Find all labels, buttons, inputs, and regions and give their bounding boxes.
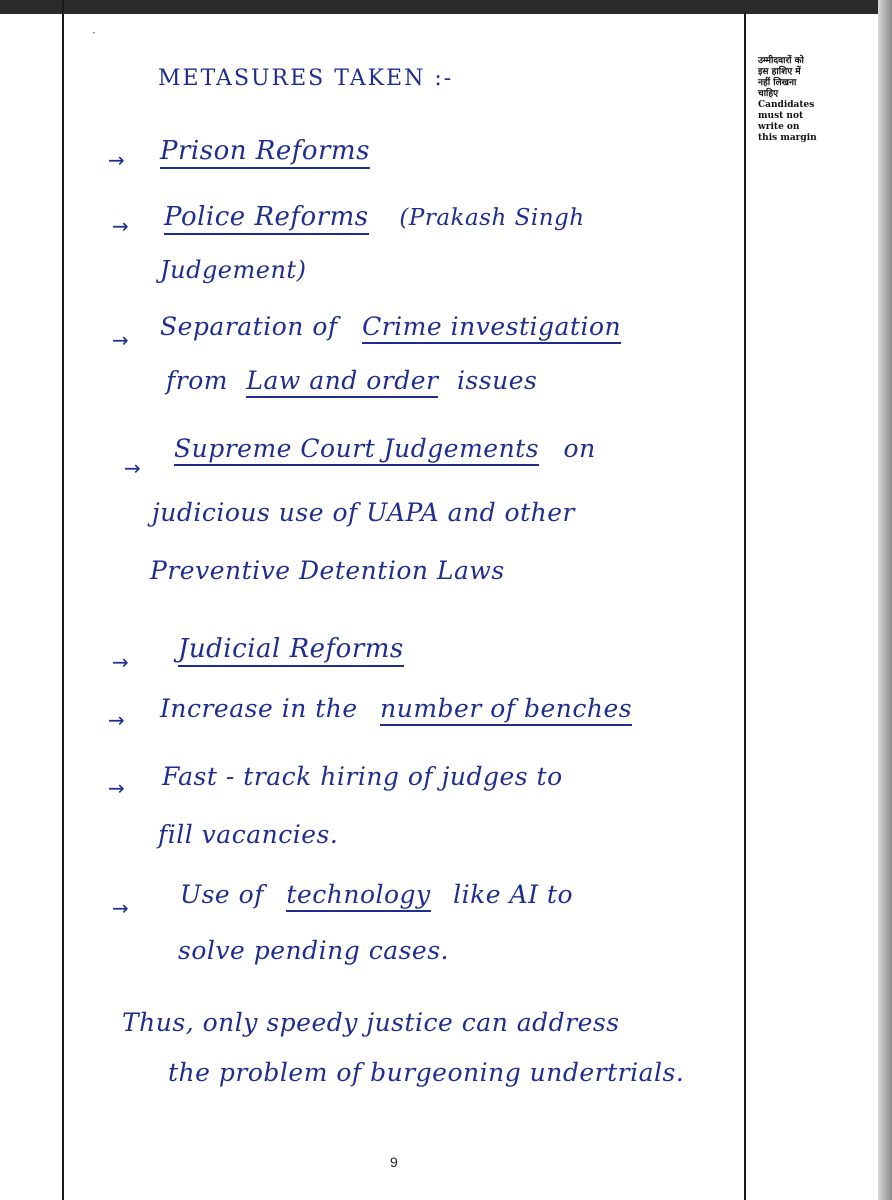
crime-investigation-text: Crime investigation	[362, 312, 621, 344]
scan-right-edge	[878, 0, 892, 1200]
supreme-court-judgements-text: Supreme Court Judgements	[174, 434, 539, 466]
separation-text: Separation of	[160, 312, 338, 341]
issues-text: issues	[456, 366, 538, 395]
police-reforms-note-line2: Judgement)	[160, 256, 307, 284]
page-number: 9	[390, 1154, 398, 1170]
on-text: on	[563, 434, 596, 463]
judicial-reforms-text: Judicial Reforms	[178, 634, 404, 667]
right-margin-rule	[744, 12, 746, 1200]
pen-dot: ·	[92, 26, 96, 40]
margin-instruction	[758, 56, 828, 144]
point-supreme-court-line3: Preventive Detention Laws	[150, 556, 505, 585]
police-reforms-note: (Prakash Singh	[399, 205, 585, 231]
margin-english-line: Candidates	[758, 100, 815, 110]
point-police-reforms	[164, 202, 585, 232]
arrow-icon: →	[112, 328, 129, 352]
arrow-icon: →	[108, 776, 125, 800]
number-of-benches-text: number of benches	[380, 694, 632, 726]
point-supreme-court-line2: judicious use of UAPA and other	[152, 498, 575, 527]
use-of-text: Use of	[180, 880, 264, 909]
scan-top-edge	[0, 0, 892, 14]
arrow-icon: →	[112, 214, 129, 238]
margin-english-line: this margin	[758, 133, 817, 143]
point-technology-line1	[180, 880, 573, 909]
point-prison-reforms	[160, 136, 370, 166]
point-fast-track-line1: Fast - track hiring of judges to	[162, 762, 563, 791]
arrow-icon: →	[108, 708, 125, 732]
technology-text: technology	[286, 880, 430, 912]
conclusion-line1: Thus, only speedy justice can address	[122, 1008, 620, 1037]
police-reforms-text: Police Reforms	[164, 202, 369, 235]
like-ai-text: like AI to	[453, 880, 573, 909]
margin-english-line: write on	[758, 122, 800, 132]
margin-hindi-line: इस हाशिए में	[758, 67, 801, 77]
margin-hindi-line: उम्मीदवारों को	[758, 56, 804, 66]
point-increase-benches	[160, 694, 632, 723]
conclusion-line2: the problem of burgeoning undertrials.	[168, 1058, 685, 1087]
margin-hindi-line: चाहिए	[758, 89, 779, 99]
margin-hindi-line: नहीं लिखना	[758, 78, 797, 88]
prison-reforms-text: Prison Reforms	[160, 136, 370, 169]
point-separation-line2	[166, 366, 537, 395]
point-separation-line1	[160, 312, 621, 341]
arrow-icon: →	[108, 148, 125, 172]
increase-text: Increase in the	[160, 694, 358, 723]
margin-english-line: must not	[758, 111, 804, 121]
point-technology-line2: solve pending cases.	[178, 936, 449, 965]
separation-from-text: from	[166, 366, 228, 395]
point-judicial-reforms	[178, 634, 404, 664]
point-fast-track-line2: fill vacancies.	[158, 820, 339, 849]
left-margin-rule	[62, 0, 64, 1200]
section-heading: METASURES TAKEN :-	[158, 66, 454, 91]
law-and-order-text: Law and order	[246, 366, 438, 398]
point-supreme-court-line1	[174, 434, 596, 463]
arrow-icon: →	[112, 896, 129, 920]
arrow-icon: →	[112, 650, 129, 674]
arrow-icon: →	[124, 456, 141, 480]
